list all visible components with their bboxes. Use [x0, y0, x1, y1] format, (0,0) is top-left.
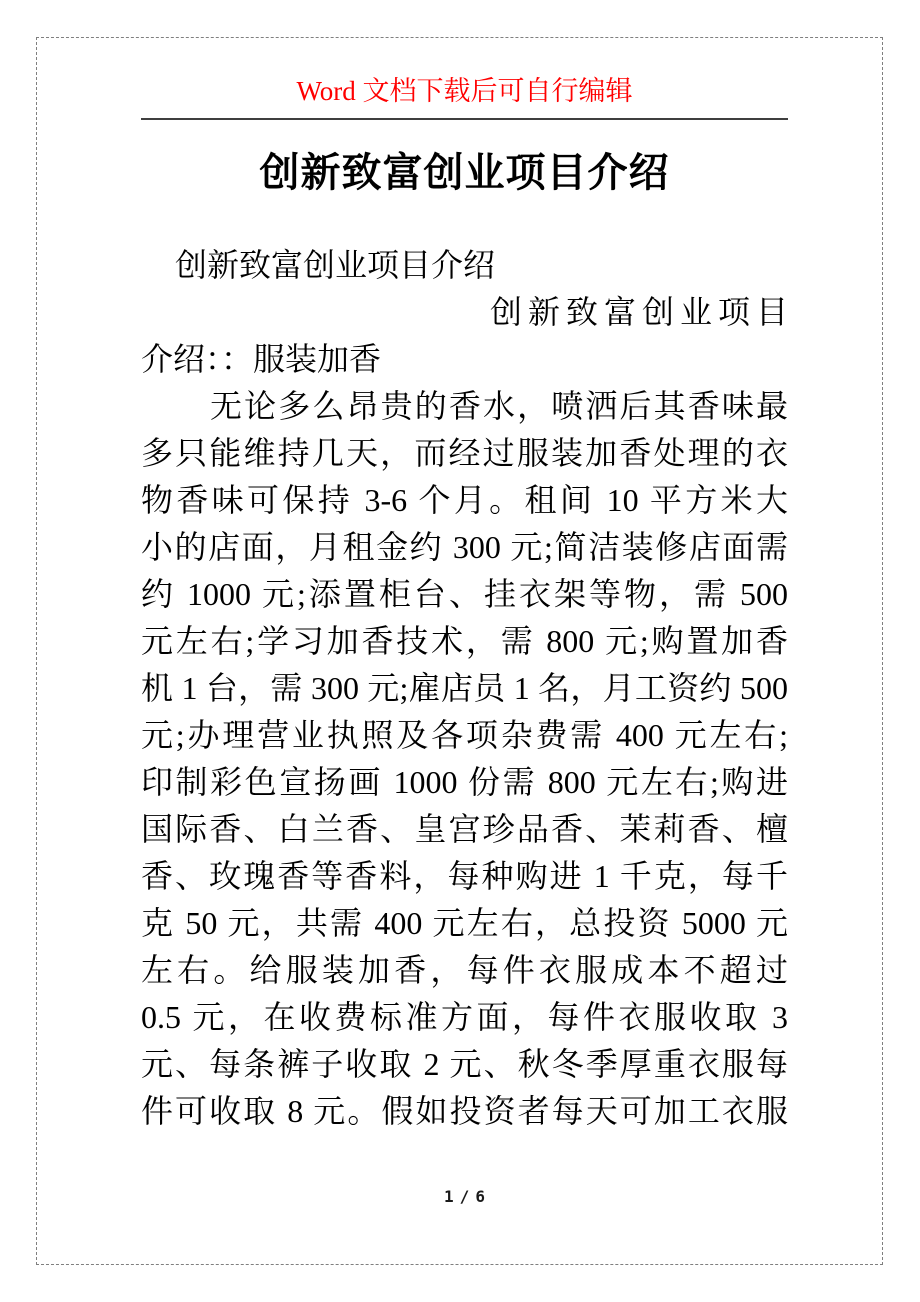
page-content [37, 72, 882, 1207]
header-divider [141, 118, 788, 120]
body-line: 小的店面，月租金约 300 元;简洁装修店面需 [141, 529, 788, 565]
body-line: 0.5 元，在收费标准方面，每件衣服收取 3 [141, 999, 788, 1035]
body-line: 创新致富创业项目 [490, 294, 788, 330]
body-line: 机 1 台，需 300 元;雇店员 1 名，月工资约 500 [141, 670, 788, 706]
body-line: 创新致富创业项目介绍 [175, 247, 496, 283]
body-line: 香、玫瑰香等香料，每种购进 1 千克，每千 [141, 858, 788, 894]
page-number-separator: / [459, 1187, 470, 1206]
document-body [141, 242, 788, 1135]
body-line: 元左右;学习加香技术，需 800 元;购置加香 [141, 623, 788, 659]
body-line: 无论多么昂贵的香水，喷洒后其香味最 [210, 388, 788, 424]
page-footer [141, 1187, 788, 1207]
body-line: 左右。给服装加香，每件衣服成本不超过 [141, 952, 788, 988]
body-line: 印制彩色宣扬画 1000 份需 800 元左右;购进 [141, 764, 788, 800]
body-line: 克 50 元，共需 400 元左右，总投资 5000 元 [141, 905, 788, 941]
body-line: 国际香、白兰香、皇宫珍品香、茉莉香、檀 [141, 811, 788, 847]
document-title: 创新致富创业项目介绍 [259, 150, 670, 195]
body-line: 元、每条裤子收取 2 元、秋冬季厚重衣服每 [141, 1046, 788, 1082]
body-line: 元;办理营业执照及各项杂费需 400 元左右; [141, 717, 788, 753]
watermark-text: Word 文档下载后可自行编辑 [296, 76, 633, 106]
body-line: 约 1000 元;添置柜台、挂衣架等物，需 500 [141, 576, 788, 612]
body-line: 介绍：：服装加香 [141, 341, 382, 377]
page-number-total: 6 [475, 1187, 485, 1206]
body-line: 件可收取 8 元。假如投资者每天可加工衣服 [141, 1093, 788, 1129]
page-border-frame [36, 37, 883, 1265]
page-number-current: 1 [444, 1187, 454, 1206]
body-line: 物香味可保持 3-6 个月。租间 10 平方米大 [141, 482, 788, 518]
body-line: 多只能维持几天，而经过服装加香处理的衣 [141, 435, 788, 471]
